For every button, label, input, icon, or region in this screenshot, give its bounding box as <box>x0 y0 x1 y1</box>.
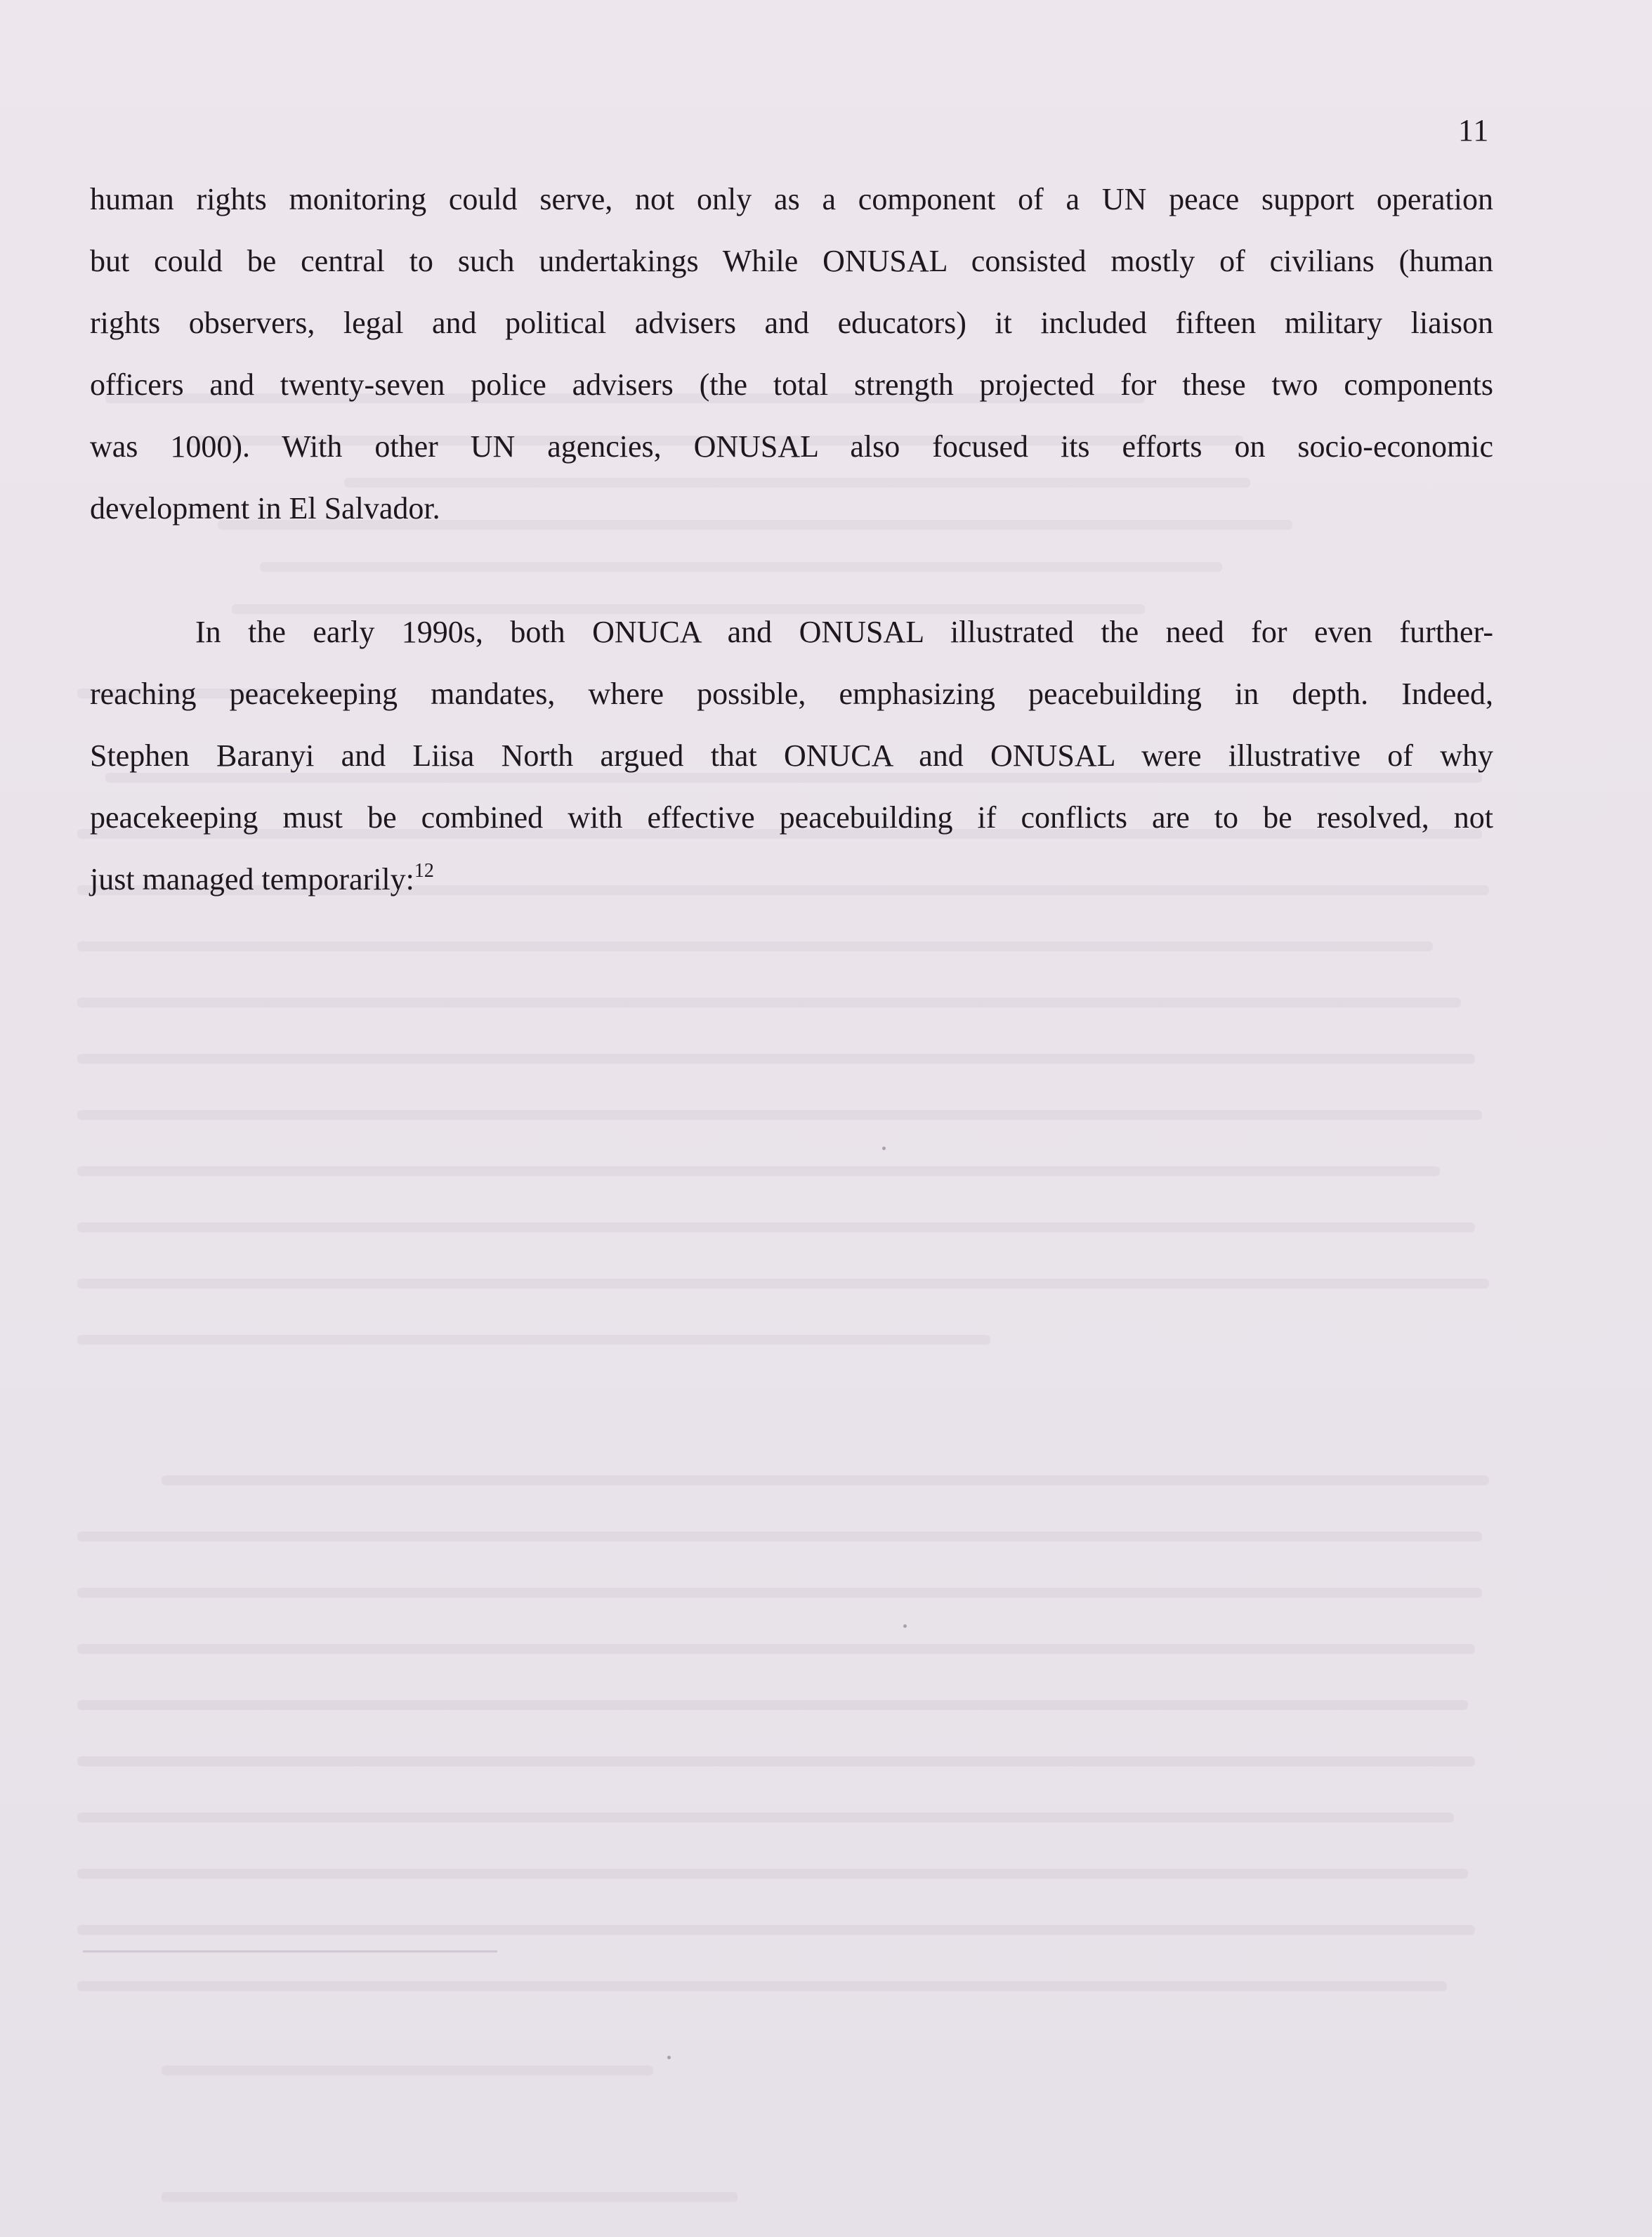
bleed-through-line <box>77 1279 1489 1289</box>
bleed-through-line <box>77 1054 1475 1064</box>
paper-speck <box>882 1147 886 1150</box>
text-line: was 1000). With other UN agencies, ONUSAL also focused its efforts on socio-economic <box>90 429 1493 464</box>
bleed-through-line <box>77 1700 1468 1710</box>
text-line: human rights monitoring could serve, not only as a component of a UN peace support operation <box>90 182 1493 216</box>
bleed-through-line <box>77 941 1433 951</box>
paper-speck <box>903 1624 907 1628</box>
bleed-through-line <box>162 2066 653 2075</box>
page-number: 11 <box>1458 113 1490 148</box>
bleed-through-line <box>77 1869 1468 1879</box>
bleed-through-line <box>77 1588 1482 1598</box>
text-line-last <box>90 849 1493 911</box>
text-line-content: just managed temporarily: <box>90 862 414 896</box>
bleed-through-line <box>77 1166 1440 1176</box>
text-line: peacekeeping must be combined with effective peacebuilding if conflicts are to be resolved, not <box>90 800 1493 835</box>
bleed-through-line <box>162 2192 738 2202</box>
bleed-through-line <box>77 1981 1447 1991</box>
bleed-through-line <box>77 998 1461 1007</box>
text-line: In the early 1990s, both ONUCA and ONUSAL illustrated the need for even further- <box>195 615 1493 649</box>
footnote-marker: 12 <box>414 860 434 882</box>
bleed-through-line <box>77 1335 990 1345</box>
paragraph-human-rights-monitoring <box>90 169 1493 540</box>
text-line: reaching peacekeeping mandates, where possible, emphasizing peacebuilding in depth. Indeed, <box>90 677 1493 711</box>
paper-speck <box>667 2056 671 2059</box>
text-line: officers and twenty-seven police advisers (the total strength projected for these two components <box>90 367 1493 402</box>
bleed-through-line <box>77 1925 1475 1935</box>
bleed-through-line <box>77 1222 1475 1232</box>
bleed-through-line <box>77 1644 1475 1654</box>
bleed-through-line <box>162 1475 1489 1485</box>
bleed-through-line <box>260 562 1222 572</box>
paragraph-onuca-onusal <box>90 601 1493 911</box>
text-line: but could be central to such undertakings While ONUSAL consisted mostly of civilians (human <box>90 244 1493 278</box>
text-line: development in El Salvador. <box>90 491 440 526</box>
footnote-separator <box>83 1950 497 1952</box>
bleed-through-line <box>77 1813 1454 1822</box>
text-line: rights observers, legal and political advisers and educators) it included fifteen military liaison <box>90 306 1493 340</box>
text-line: Stephen Baranyi and Liisa North argued that ONUCA and ONUSAL were illustrative of why <box>90 738 1493 773</box>
bleed-through-line <box>77 1532 1482 1541</box>
bleed-through-line <box>77 1756 1475 1766</box>
bleed-through-line <box>77 1110 1482 1120</box>
